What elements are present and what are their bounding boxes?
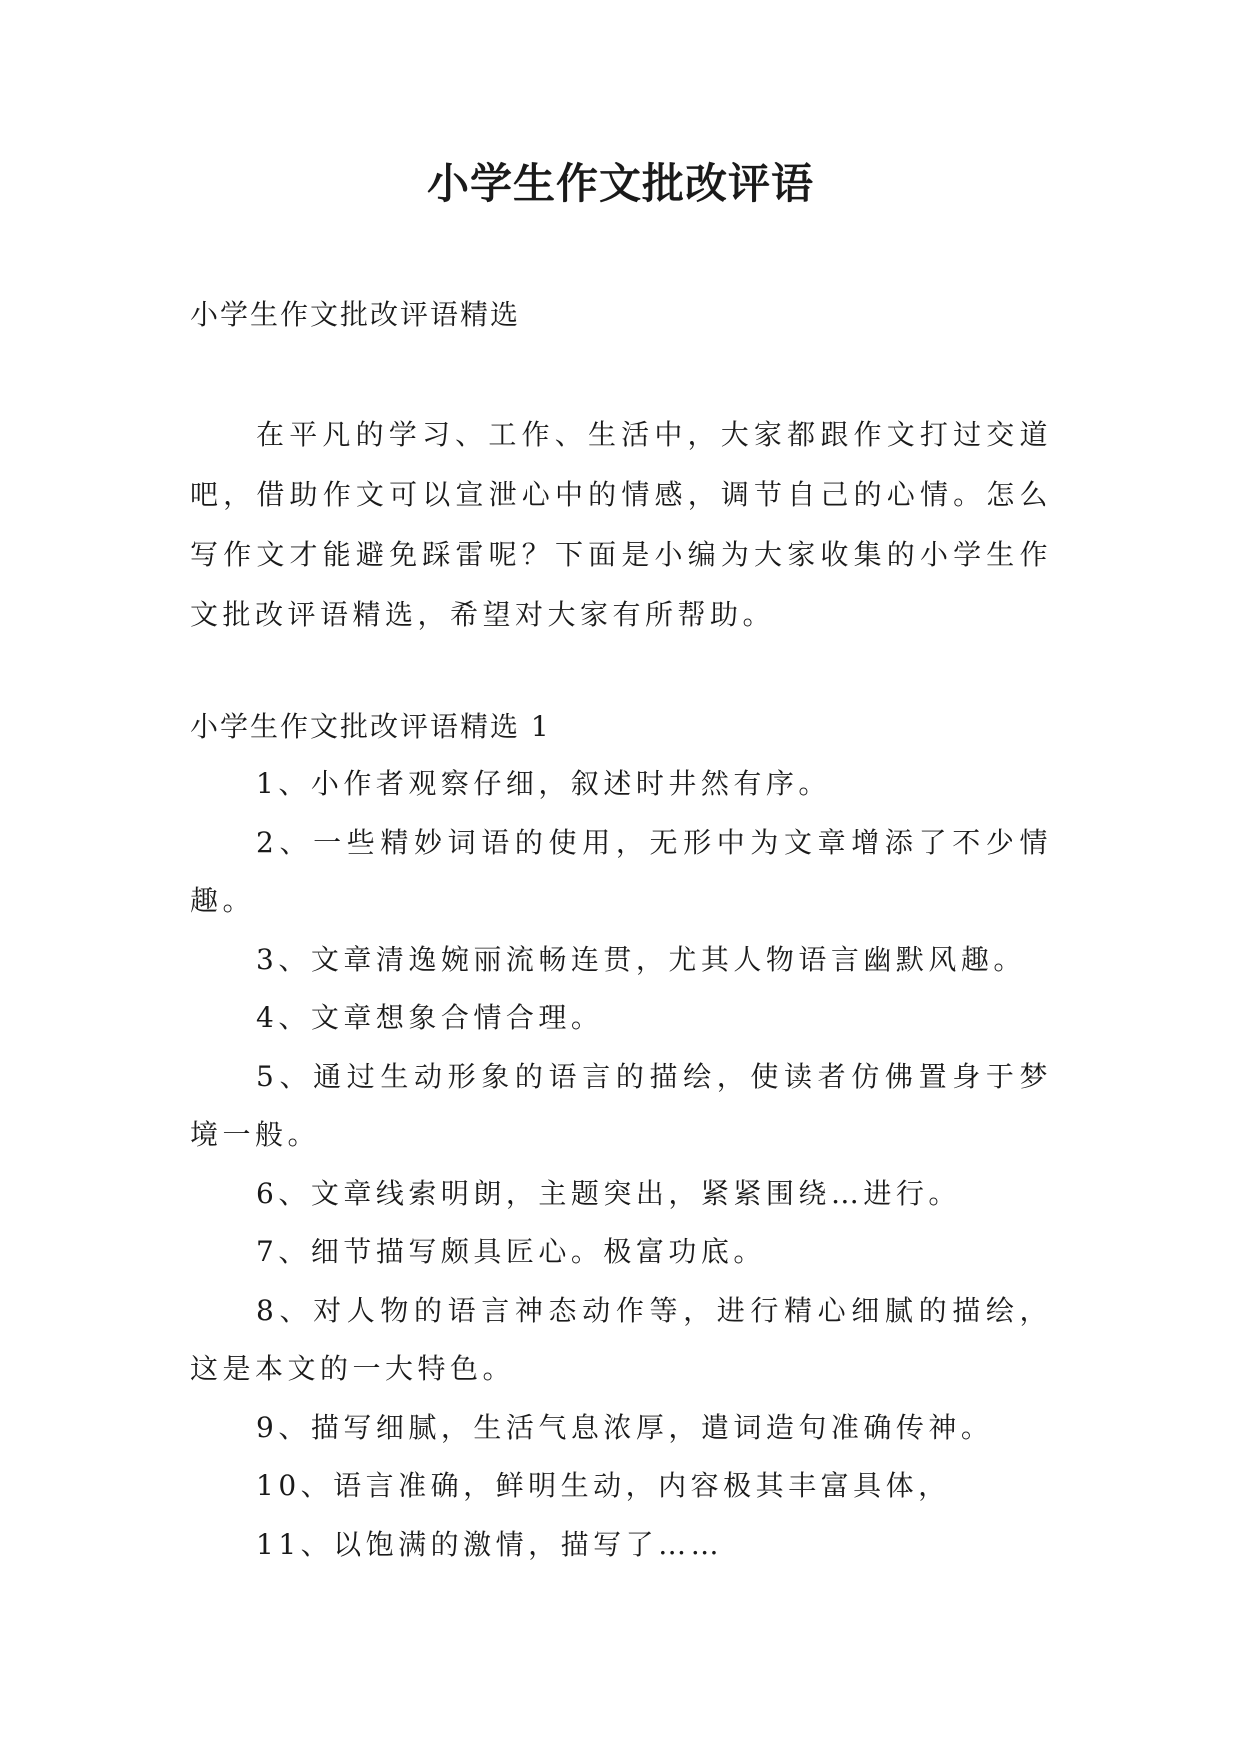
- section-heading: 小学生作文批改评语精选 1: [190, 710, 551, 743]
- intro-paragraph: 在平凡的学习、工作、生活中，大家都跟作文打过交道吧，借助作文可以宣泄心中的情感，调节自己的心情。怎么写作文才能避免踩雷呢？下面是小编为大家收集的小学生作文批改评语精选，希望对大家有所帮助。: [190, 418, 1052, 631]
- comment-list: [190, 755, 1052, 1574]
- list-item: 7、细节描写颇具匠心。极富功底。: [256, 1235, 766, 1268]
- list-item: 10、语言准确，鲜明生动，内容极其丰富具体，: [256, 1469, 951, 1502]
- document-subtitle: 小学生作文批改评语精选: [190, 298, 521, 331]
- list-item: 4、文章想象合情合理。: [256, 1001, 604, 1034]
- list-item: 11、以饱满的激情，描写了……: [256, 1527, 724, 1561]
- list-item: 3、文章清逸婉丽流畅连贯，尤其人物语言幽默风趣。: [256, 942, 1026, 976]
- list-item: 8、对人物的语言神态动作等，进行精心细腻的描绘，这是本文的一大特色。: [190, 1293, 1052, 1385]
- list-item: 9、描写细腻，生活气息浓厚，遣词造句准确传神。: [256, 1410, 994, 1444]
- list-item: 1、小作者观察仔细，叙述时井然有序。: [256, 767, 831, 800]
- list-item: 5、通过生动形象的语言的描绘，使读者仿佛置身于梦境一般。: [190, 1059, 1052, 1151]
- document-title: 小学生作文批改评语: [426, 159, 814, 208]
- list-item: 6、文章线索明朗，主题突出，紧紧围绕…进行。: [256, 1176, 961, 1210]
- list-item: 2、一些精妙词语的使用，无形中为文章增添了不少情趣。: [190, 825, 1052, 917]
